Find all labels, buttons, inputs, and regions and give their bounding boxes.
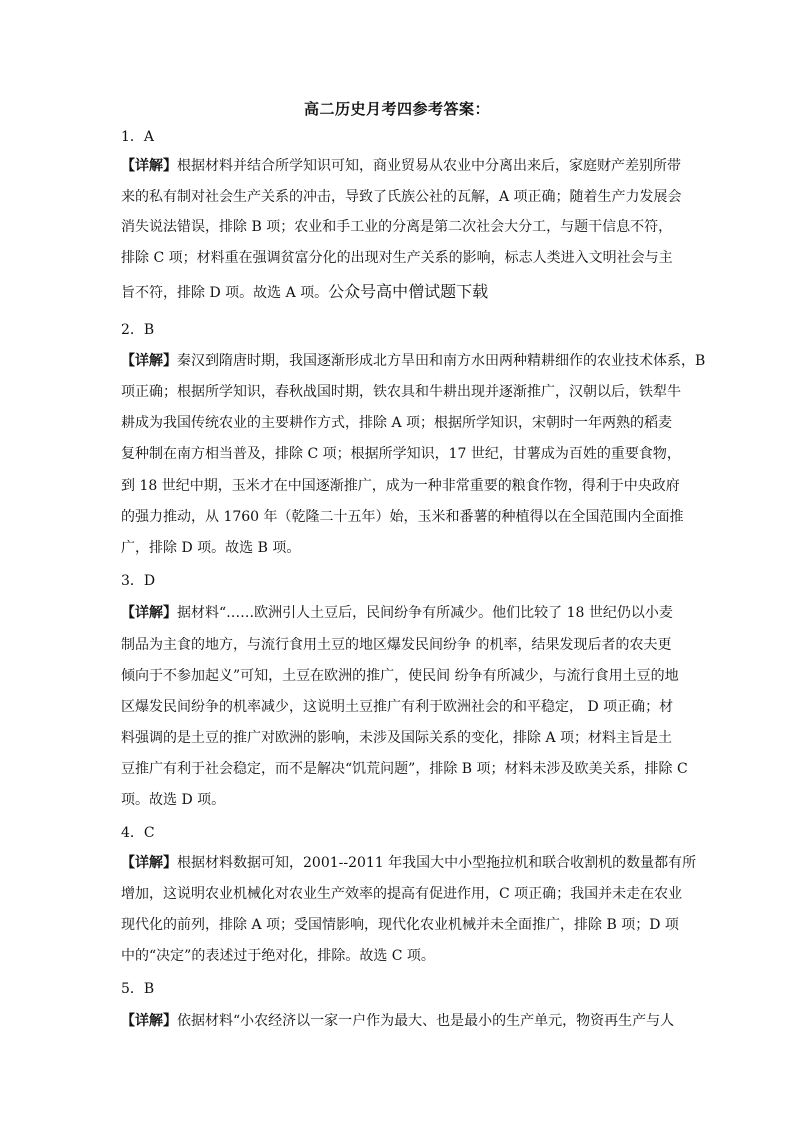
question-1-text: 根据材料并结合所学知识可知，商业贸易从农业中分离出来后，家庭财产差别所带 [177,158,681,174]
detail-tag: 【详解】 [121,353,177,369]
question-4-line-2: 增加，这说明农业机械化对农业生产效率的提高有促进作用，C 项正确；我国并未走在农业 [121,886,683,902]
question-1-number: 1．A [121,129,155,145]
question-5-number: 5．B [121,981,155,997]
question-5-text: 依据材料“小农经济以一家一户作为最大、也是最小的生产单元，物资再生产与人 [177,1013,675,1029]
question-2-line-3: 耕成为我国传统农业的主要耕作方式，排除 A 项；根据所学知识，宋朝时一年两熟的稻麦 [121,415,673,431]
page-title: 高二历史月考四参考答案： [303,100,490,118]
question-2-line-1 [121,352,705,370]
question-3-text: 据材料“……欧洲引人土豆后，民间纷争有所减少。他们比较了 18 世纪仍以小麦 [177,605,673,621]
question-1-line-2: 来的私有制对社会生产关系的冲击，导致了氏族公社的瓦解，A 项正确；随着生产力发展会 [121,189,682,205]
question-1-line-4: 排除 C 项；材料重在强调贫富分化的出现对生产关系的影响，标志人类进入文明社会与主 [121,250,673,266]
question-1-line-5 [121,283,488,302]
question-2-line-7: 广，排除 D 项。故选 B 项。 [121,540,301,556]
question-2-line-5: 到 18 世纪中期，玉米才在中国逐渐推广，成为一种非常重要的粮食作物，得利于中央政府 [121,478,680,494]
question-2-number: 2．B [121,322,155,338]
question-2-line-4: 复种制在南方相当普及，排除 C 项；根据所学知识，17 世纪，甘薯成为百姓的重要食物， [121,446,681,462]
question-3-line-6: 豆推广有利于社会稳定，而不是解决“饥荒问题”，排除 B 项；材料未涉及欧美关系，排除 C [121,761,688,777]
question-2-line-6: 的强力推动，从 1760 年（乾隆二十五年）始，玉米和番薯的种植得以在全国范围内全面推 [121,509,684,525]
question-5-line-1 [121,1012,674,1030]
detail-tag: 【详解】 [121,855,177,871]
detail-tag: 【详解】 [121,158,177,174]
question-1-text-end: 旨不符，排除 D 项。故选 A 项。 [121,285,329,301]
question-4-text: 根据材料数据可知，2001--2011 年我国大中小型拖拉机和联合收割机的数量都有所 [177,855,697,871]
promo-text: 公众号高中僧试题下载 [328,282,489,301]
question-4-line-4: 中的“决定”的表述过于绝对化，排除。故选 C 项。 [121,948,435,964]
question-3-line-7: 项。故选 D 项。 [121,792,226,808]
question-2-line-2: 项正确；根据所学知识，春秋战国时期，铁农具和牛耕出现并逐渐推广，汉朝以后，铁犁牛 [121,384,681,400]
question-4-line-3: 现代化的前列，排除 A 项；受国情影响，现代化农业机械并未全面推广，排除 B 项；D 项 [121,917,679,933]
question-1-line-1 [121,157,681,175]
question-3-line-1 [121,604,673,622]
question-3-number: 3．D [121,573,156,589]
question-3-line-3: 倾向于不参加起义”可知，土豆在欧洲的推广，使民间 纷争有所减少，与流行食用土豆的地 [121,668,679,684]
detail-tag: 【详解】 [121,605,177,621]
detail-tag: 【详解】 [121,1013,177,1029]
question-2-text: 秦汉到隋唐时期，我国逐渐形成北方旱田和南方水田两种精耕细作的农业技术体系，B [177,353,706,369]
question-4-number: 4．C [121,825,155,841]
question-3-line-2: 制品为主食的地方，与流行食用土豆的地区爆发民间纷争 的机率，结果发现后者的农夫更 [121,637,672,653]
question-3-line-5: 料强调的是土豆的推广对欧洲的影响，未涉及国际关系的变化，排除 A 项；材料主旨是土 [121,730,673,746]
question-1-line-3: 消失说法错误，排除 B 项；农业和手工业的分离是第二次社会大分工，与题干信息不符， [121,219,673,235]
question-4-line-1 [121,854,696,872]
question-3-line-4: 区爆发民间纷争的机率减少，这说明土豆推广有利于欧洲社会的和平稳定， D 项正确；材 [121,699,674,715]
